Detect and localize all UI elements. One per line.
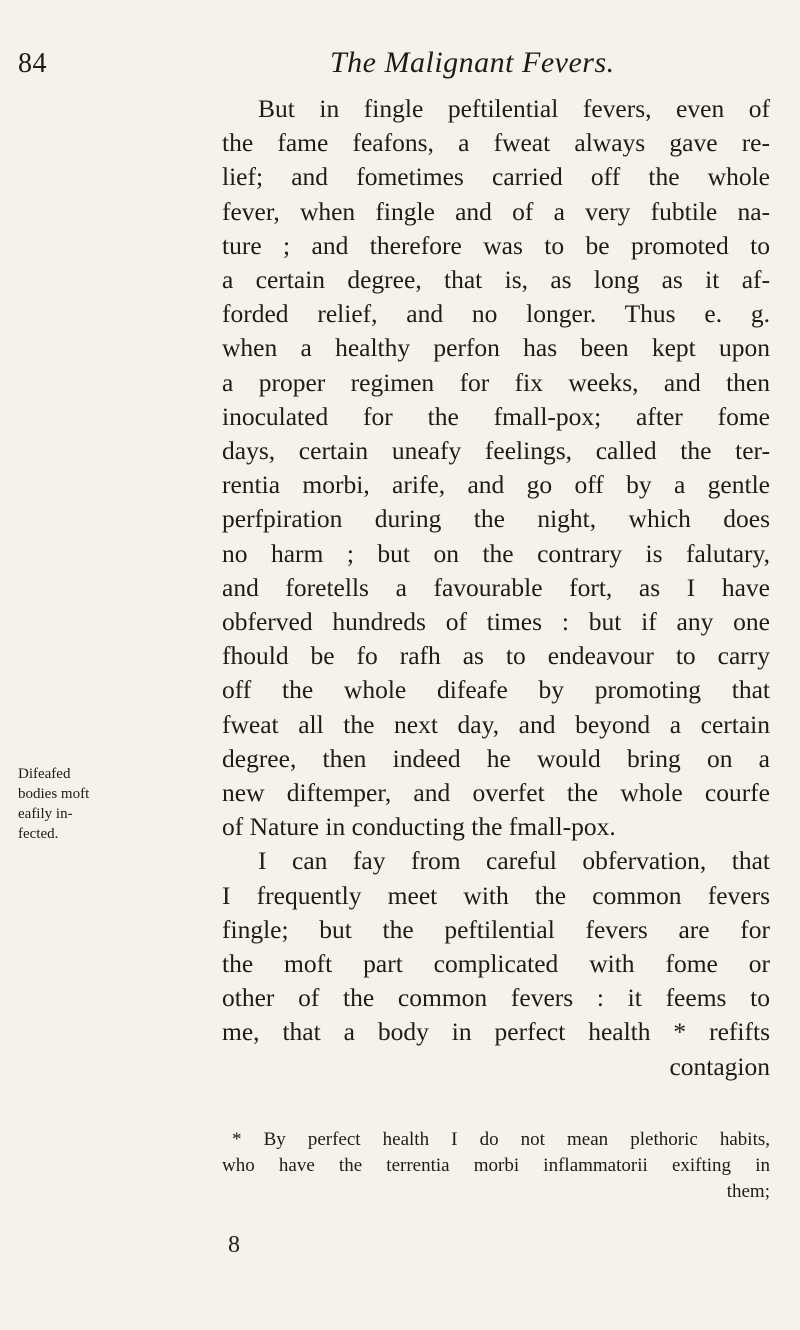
running-title: The Malignant Fevers.: [330, 46, 615, 79]
body-line: obferved hundreds of times : but if any one: [222, 607, 770, 637]
margin-note-line: Difeafed: [18, 766, 71, 782]
body-line: when a healthy perfon has been kept upon: [222, 333, 770, 363]
margin-note: [18, 764, 140, 844]
body-line: the fame feafons, a fweat always gave re-: [222, 128, 770, 158]
body-text: [222, 92, 770, 1084]
body-line: fingle; but the peftilential fevers are for: [222, 914, 770, 944]
body-line: I frequently meet with the common fevers: [222, 880, 770, 910]
body-line: But in fingle peftilential fevers, even of: [258, 94, 770, 123]
body-line: off the whole difeafe by promoting that: [222, 675, 770, 705]
body-line: new diftemper, and overfet the whole courfe: [222, 778, 770, 808]
footnote-line: them;: [726, 1181, 770, 1202]
body-line: fever, when fingle and of a very fubtile na-: [222, 196, 770, 226]
body-line: degree, then indeed he would bring on a: [222, 743, 770, 773]
footnote-line: * By perfect health I do not mean plethoric habits,: [232, 1129, 770, 1150]
footnote: [222, 1127, 770, 1205]
body-line: I can fay from careful obfervation, that: [258, 846, 770, 876]
margin-note-line: eafily in-: [18, 806, 73, 822]
body-line: fhould be fo rafh as to endeavour to carry: [222, 641, 770, 671]
signature-mark: 8: [228, 1232, 240, 1258]
body-line: of Nature in conducting the fmall-pox.: [222, 812, 616, 842]
body-line: and foretells a favourable fort, as I have: [222, 572, 770, 602]
page-number: 84: [18, 48, 47, 79]
body-line: perfpiration during the night, which does: [222, 504, 770, 534]
body-line: fweat all the next day, and beyond a certain: [222, 709, 770, 739]
body-line: a certain degree, that is, as long as it af-: [222, 265, 770, 295]
body-line: forded relief, and no longer. Thus e. g.: [222, 299, 770, 329]
margin-note-line: fected.: [18, 826, 59, 842]
body-line: me, that a body in perfect health * refifts: [222, 1017, 770, 1047]
body-line: lief; and fometimes carried off the whole: [222, 162, 770, 192]
body-line: inoculated for the fmall-pox; after fome: [222, 401, 770, 431]
body-line: no harm ; but on the contrary is falutary,: [222, 538, 770, 568]
body-line: a proper regimen for fix weeks, and then: [222, 367, 770, 397]
body-line: rentia morbi, arife, and go off by a gentle: [222, 470, 770, 500]
footnote-line: who have the terrentia morbi inflammatorii exifting in: [222, 1155, 770, 1176]
body-line: ture ; and therefore was to be promoted to: [222, 230, 770, 260]
catchword-line: contagion: [669, 1051, 770, 1081]
body-line: days, certain uneafy feelings, called the ter-: [222, 436, 770, 466]
body-line: other of the common fevers : it feems to: [222, 983, 770, 1013]
margin-note-line: bodies moft: [18, 786, 90, 802]
body-line: the moft part complicated with fome or: [222, 949, 770, 979]
